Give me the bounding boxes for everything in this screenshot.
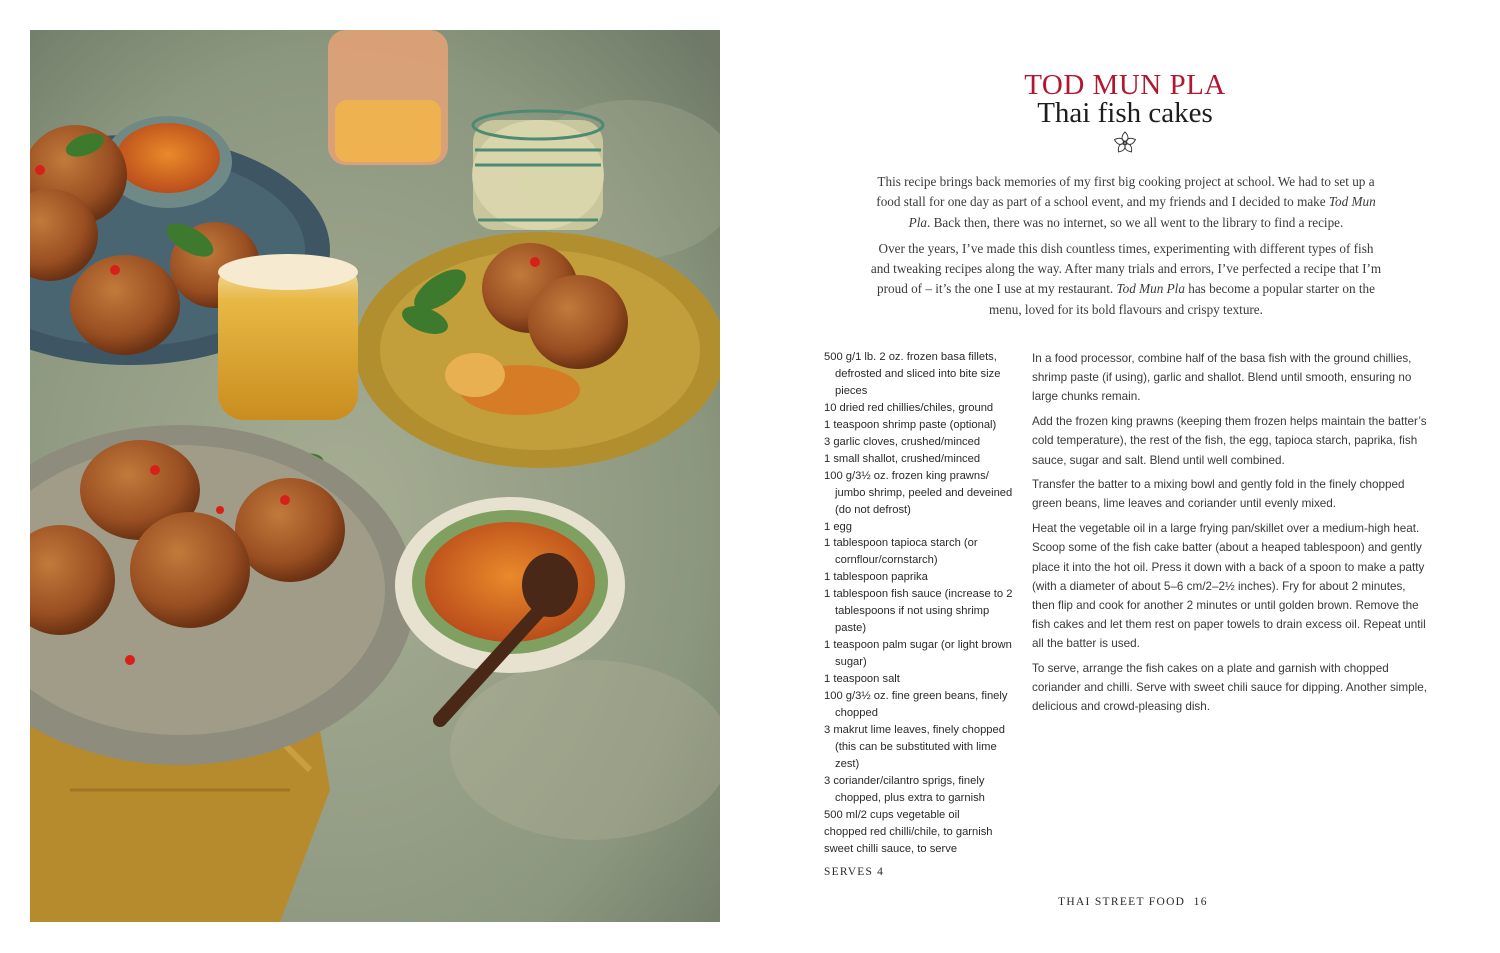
recipe-title-thai: TOD MUN PLA [1024, 69, 1226, 101]
ingredient-item: 1 tablespoon paprika [824, 571, 928, 584]
ingredient-item: 1 tablespoon fish sauce (increase to 2 tablespoons if not using shrimp paste) [824, 588, 1013, 635]
ingredient-item: 500 g/1 lb. 2 oz. frozen basa fillets, defrosted and sliced into bite size pieces [824, 351, 1001, 397]
intro-paragraph-2: Over the years, I’ve made this dish countless times, experimenting with different types of fish and tweaking recipes along the way. After many trials and errors, I’ve perfected a recipe that I’m proud of – it’s the one I use at my restaurant. Tod Mun Pla has become a popular starter on the menu, loved for its bold flavours and crispy texture. [870, 240, 1382, 317]
ingredient-item: 1 tablespoon tapioca starch (or cornflour/cornstarch) [824, 537, 978, 567]
ingredient-item: sweet chilli sauce, to serve [824, 842, 958, 855]
method-steps [1032, 349, 1427, 722]
ingredient-item: 1 teaspoon salt [824, 673, 900, 686]
ingredient-item: 1 teaspoon palm sugar (or light brown sugar) [824, 639, 1012, 669]
ingredient-item: 3 coriander/cilantro sprigs, finely chopped, plus extra to garnish [824, 774, 985, 804]
food-photo [30, 30, 720, 922]
recipe-title-english: Thai fish cakes [1037, 97, 1213, 129]
flower-ornament-icon [1112, 130, 1138, 156]
ingredient-item: 1 small shallot, crushed/minced [824, 452, 981, 465]
page-footer [1058, 896, 1208, 908]
footer-book-title: THAI STREET FOOD [1058, 896, 1186, 908]
footer-page-number: 16 [1193, 896, 1208, 908]
method-step: In a food processor, combine half of the basa fish with the ground chillies, shrimp paste (if using), garlic and shallot. Blend until smooth, ensuring no large chunks remain. [1032, 352, 1412, 404]
method-step: To serve, arrange the fish cakes on a plate and garnish with chopped coriander and chilli. Serve with sweet chili sauce for dipping. Another simple, delicious and crowd-pleasing dish. [1032, 662, 1427, 714]
ingredient-item: 10 dried red chillies/chiles, ground [824, 401, 994, 414]
recipe-intro [868, 172, 1384, 326]
ingredient-item: 1 teaspoon shrimp paste (optional) [824, 418, 997, 431]
ingredient-item: 500 ml/2 cups vegetable oil [824, 808, 960, 821]
intro-paragraph-1: This recipe brings back memories of my first big cooking project at school. We had to set up a food stall for one day as part of a school event, and my friends and I decided to make Tod Mun Pla. Back then, there was no internet, so we all went to the library to find a recipe. [876, 174, 1376, 230]
food-photo-illustration [30, 30, 720, 922]
ingredient-item: chopped red chilli/chile, to garnish [824, 825, 993, 838]
ingredient-item: 3 garlic cloves, crushed/minced [824, 435, 981, 448]
ingredients-list [824, 349, 1020, 858]
serves-label: SERVES 4 [824, 866, 885, 878]
method-step: Transfer the batter to a mixing bowl and gently fold in the finely chopped green beans, lime leaves and coriander until evenly mixed. [1032, 478, 1405, 511]
ingredient-item: 100 g/3½ oz. fine green beans, finely chopped [824, 690, 1008, 720]
method-step: Heat the vegetable oil in a large frying pan/skillet over a medium-high heat. Scoop some of the fish cake batter (about a heaped tablespoon) and gently place it into the hot oil. Press it down with a back of a spoon to make a patty (with a diameter of about 5–6 cm/2–2½ inches). Fry for about 2 minutes, then flip and cook for another 2 minutes or until golden brown. Remove the fish cakes and let them rest on paper towels to drain excess oil. Repeat until all the batter is used. [1032, 522, 1426, 651]
ingredient-item: 1 egg [824, 520, 852, 533]
method-step: Add the frozen king prawns (keeping them frozen helps maintain the batter’s cold temperature), the rest of the fish, the egg, tapioca starch, paprika, fish sauce, sugar and salt. Blend until well combined. [1032, 415, 1427, 467]
ingredient-item: 3 makrut lime leaves, finely chopped (this can be substituted with lime zest) [824, 723, 1005, 770]
ingredient-item: 100 g/3½ oz. frozen king prawns/ jumbo shrimp, peeled and deveined (do not defrost) [824, 469, 1013, 516]
